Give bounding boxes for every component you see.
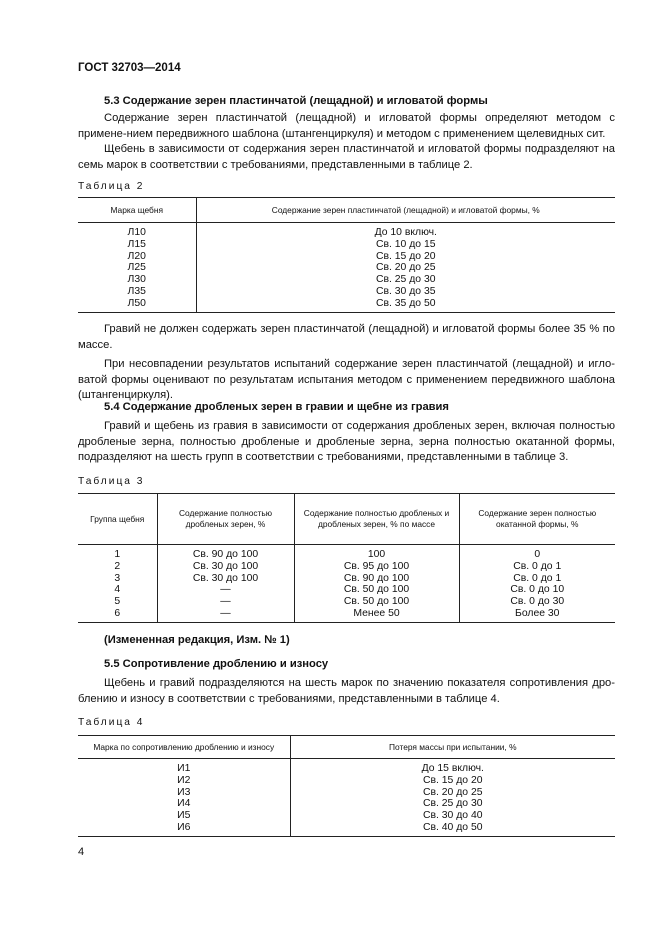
table2-caption: Таблица 2: [78, 181, 145, 192]
table-cell: И2: [177, 774, 191, 786]
table-row: [78, 822, 615, 836]
table-row: [78, 759, 615, 775]
table-cell: Св. 50 до 100: [294, 584, 459, 596]
table-row: [78, 298, 615, 312]
table-cell: 0: [459, 545, 615, 561]
table-cell: И4: [177, 798, 191, 810]
table-cell: Св. 10 до 15: [196, 239, 615, 251]
table-cell: —: [157, 584, 294, 596]
table-cell: Св. 30 до 40: [290, 810, 615, 822]
amendment-note: (Измененная редакция, Изм. № 1): [104, 634, 290, 646]
paragraph: Щебень в зависимости от содержания зерен пластинчатой и игловатой формы подразделяют на семь марок в соответствии с требованиями, представленными в таблице 2.: [78, 143, 615, 171]
table-cell: 1: [114, 549, 121, 560]
section-5-5-text: [78, 676, 615, 707]
table-row: [78, 251, 615, 263]
table-cell: Св. 30 до 35: [196, 286, 615, 298]
table-cell: Св. 30 до 100: [157, 573, 294, 585]
table-cell: Менее 50: [294, 608, 459, 622]
table-cell: Л20: [127, 250, 146, 262]
table-row: [78, 262, 615, 274]
table-cell: Св. 20 до 25: [196, 262, 615, 274]
table2-body: [78, 223, 615, 313]
table-cell: Л15: [127, 238, 146, 250]
table2: [78, 197, 615, 313]
table3-caption: Таблица 3: [78, 476, 145, 487]
table-row: [78, 545, 615, 561]
table4-caption: Таблица 4: [78, 717, 145, 728]
table-cell: Св. 35 до 50: [196, 298, 615, 312]
paragraph: Содержание зерен пластинчатой (лещадной) и игловатой формы определяют методом с примене-нием передвижного шаблона (штангенциркуля) и методом с применением щелевидных сит.: [78, 112, 615, 140]
table-cell: Более 30: [459, 608, 615, 622]
table-row: [78, 608, 615, 622]
paragraph: При несовпадении результатов испытаний содержание зерен пластинчатой (лещадной) и игло-ватой формы оценивают по результатам испытания методом с применением передвижного шаблона (штангенциркуля).: [78, 358, 615, 401]
table-row: [78, 274, 615, 286]
table-cell: Св. 40 до 50: [290, 822, 615, 836]
table-row: [78, 787, 615, 799]
table-cell: Св. 0 до 10: [459, 584, 615, 596]
table-cell: Л30: [127, 274, 146, 286]
table-row: [78, 810, 615, 822]
table-cell: Св. 90 до 100: [157, 545, 294, 561]
table-row: [78, 798, 615, 810]
table-cell: Л10: [127, 227, 146, 238]
table-cell: Св. 25 до 30: [196, 274, 615, 286]
table-cell: Св. 30 до 100: [157, 561, 294, 573]
table-row: [78, 775, 615, 787]
section-5-4-text: [78, 419, 615, 466]
page-number: 4: [78, 846, 85, 858]
table-cell: Св. 95 до 100: [294, 561, 459, 573]
table-cell: 100: [294, 545, 459, 561]
section-5-3-title: 5.3 Содержание зерен пластинчатой (лещадной) и игловатой формы: [104, 95, 488, 107]
table-cell: Л50: [78, 298, 196, 312]
table-header-cell: Содержание зерен полностью окатанной формы, %: [459, 494, 615, 545]
table-header-cell: Группа щебня: [78, 494, 157, 545]
table-cell: Св. 0 до 30: [459, 596, 615, 608]
paragraph: Щебень и гравий подразделяются на шесть марок по значению показателя сопротивления дро-блению и износу в соответствии с требованиями, представленными в таблице 4.: [78, 677, 615, 705]
table-cell: Св. 50 до 100: [294, 596, 459, 608]
table-row: [78, 223, 615, 239]
table-header-cell: Марка по сопротивлению дроблению и износу: [78, 736, 290, 759]
table-cell: И3: [177, 786, 191, 798]
table-cell: 4: [114, 584, 121, 596]
table-cell: И5: [177, 810, 191, 822]
paragraph: Гравий и щебень из гравия в зависимости от содержания дробленых зерен, включая полностью дробленые зерна, полностью дробленые и дробленые зерна, зерна полностью окатанной формы, подразделяют на шесть групп в соответствии с требованиями, представленными в таблице 3.: [78, 420, 615, 463]
table-header-cell: Марка щебня: [78, 198, 196, 223]
table-cell: 3: [114, 572, 121, 584]
table-cell: До 10 включ.: [196, 223, 615, 239]
table-cell: Св. 0 до 1: [459, 561, 615, 573]
table-row: [78, 573, 615, 585]
table4: [78, 735, 615, 837]
table4-body: [78, 759, 615, 837]
table-row: [78, 561, 615, 573]
table-cell: —: [157, 596, 294, 608]
table-row: [78, 286, 615, 298]
table-cell: Св. 15 до 20: [196, 251, 615, 263]
document-header: ГОСТ 32703—2014: [78, 62, 181, 74]
table-cell: И6: [78, 822, 290, 836]
table-cell: И1: [177, 763, 191, 774]
table-row: [78, 239, 615, 251]
table-cell: Св. 20 до 25: [290, 787, 615, 799]
table-cell: —: [157, 608, 294, 622]
table-cell: Св. 90 до 100: [294, 573, 459, 585]
table-cell: Св. 25 до 30: [290, 798, 615, 810]
table-header-cell: Содержание полностью дробленых зерен, %: [157, 494, 294, 545]
paragraph: Гравий не должен содержать зерен пластинчатой (лещадной) и игловатой формы более 35 % по массе.: [78, 323, 615, 351]
after-table2-text: [78, 322, 615, 404]
section-5-4-title: 5.4 Содержание дробленых зерен в гравии и щебне из гравия: [104, 401, 449, 413]
table-header-cell: Содержание полностью дробленых и дробленых зерен, % по массе: [294, 494, 459, 545]
table-cell: 2: [114, 560, 121, 572]
table-cell: 6: [78, 608, 157, 622]
table-row: [78, 596, 615, 608]
section-5-5-title: 5.5 Сопротивление дроблению и износу: [104, 658, 329, 670]
table-cell: 5: [114, 596, 121, 608]
table-cell: Л35: [127, 285, 146, 297]
table3-body: [78, 545, 615, 623]
table-header-cell: Содержание зерен пластинчатой (лещадной) и игловатой формы, %: [196, 198, 615, 223]
table-cell: До 15 включ.: [290, 759, 615, 775]
table-header-cell: Потеря массы при испытании, %: [290, 736, 615, 759]
table-cell: Св. 0 до 1: [459, 573, 615, 585]
table-cell: Л25: [127, 262, 146, 274]
table-cell: Св. 15 до 20: [290, 775, 615, 787]
section-5-3-text: [78, 111, 615, 173]
table3: [78, 493, 615, 623]
table-row: [78, 584, 615, 596]
